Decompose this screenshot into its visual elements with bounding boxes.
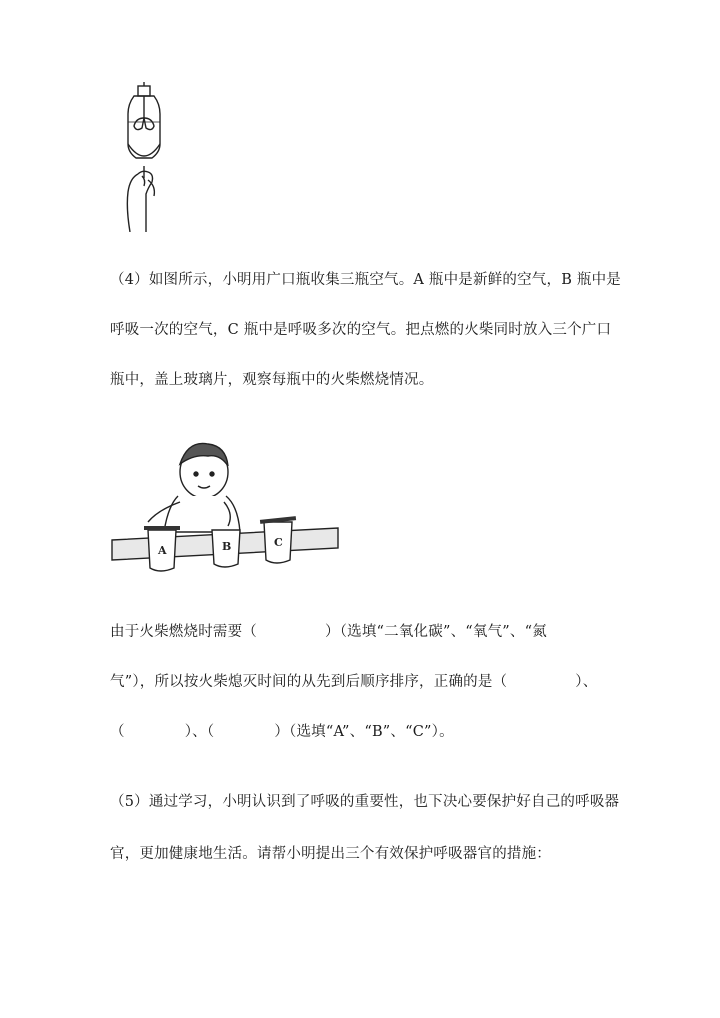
q5-text-line-1: （5）通过学习，小明认识到了呼吸的重要性，也下决心要保护好自己的呼吸器 (110, 794, 620, 810)
jar-label-b: B (222, 540, 232, 553)
q4-fill-text: ）、（ (184, 724, 215, 740)
jar-label-a: A (158, 544, 167, 557)
q4-fill-line-2 (110, 670, 597, 691)
q4-text-line-3: 瓶中，盖上玻璃片，观察每瓶中的火柴燃烧情况。 (110, 372, 434, 388)
bottle-lung-model-figure (112, 82, 176, 232)
q4-fill-text: ）（选填“二氧化碳”、“氧气”、“氮 (325, 624, 547, 640)
q4-text-line-2: 呼吸一次的空气，C 瓶中是呼吸多次的空气。把点燃的火柴同时放入三个广口 (110, 322, 612, 338)
q4-fill-text: ）（选填“A”、“B”、“C”）。 (274, 724, 454, 740)
q4-text-line-1: （4）如图所示，小明用广口瓶收集三瓶空气。A 瓶中是新鲜的空气，B 瓶中是 (110, 272, 621, 288)
q5-text-line-2: 官，更加健康地生活。请帮小明提出三个有效保护呼吸器官的措施： (110, 846, 551, 862)
q4-fill-text: ）、 (575, 674, 598, 690)
q4-fill-text: （ (110, 724, 125, 740)
q4-fill-line-3 (110, 720, 454, 741)
q4-fill-text: 由于火柴燃烧时需要（ (110, 624, 257, 640)
match-experiment-figure (108, 436, 344, 582)
jar-label-c: C (274, 536, 283, 549)
q4-fill-line-1 (110, 620, 547, 641)
q4-fill-text: 气”），所以按火柴熄灭时间的从先到后顺序排序，正确的是（ (110, 674, 508, 690)
